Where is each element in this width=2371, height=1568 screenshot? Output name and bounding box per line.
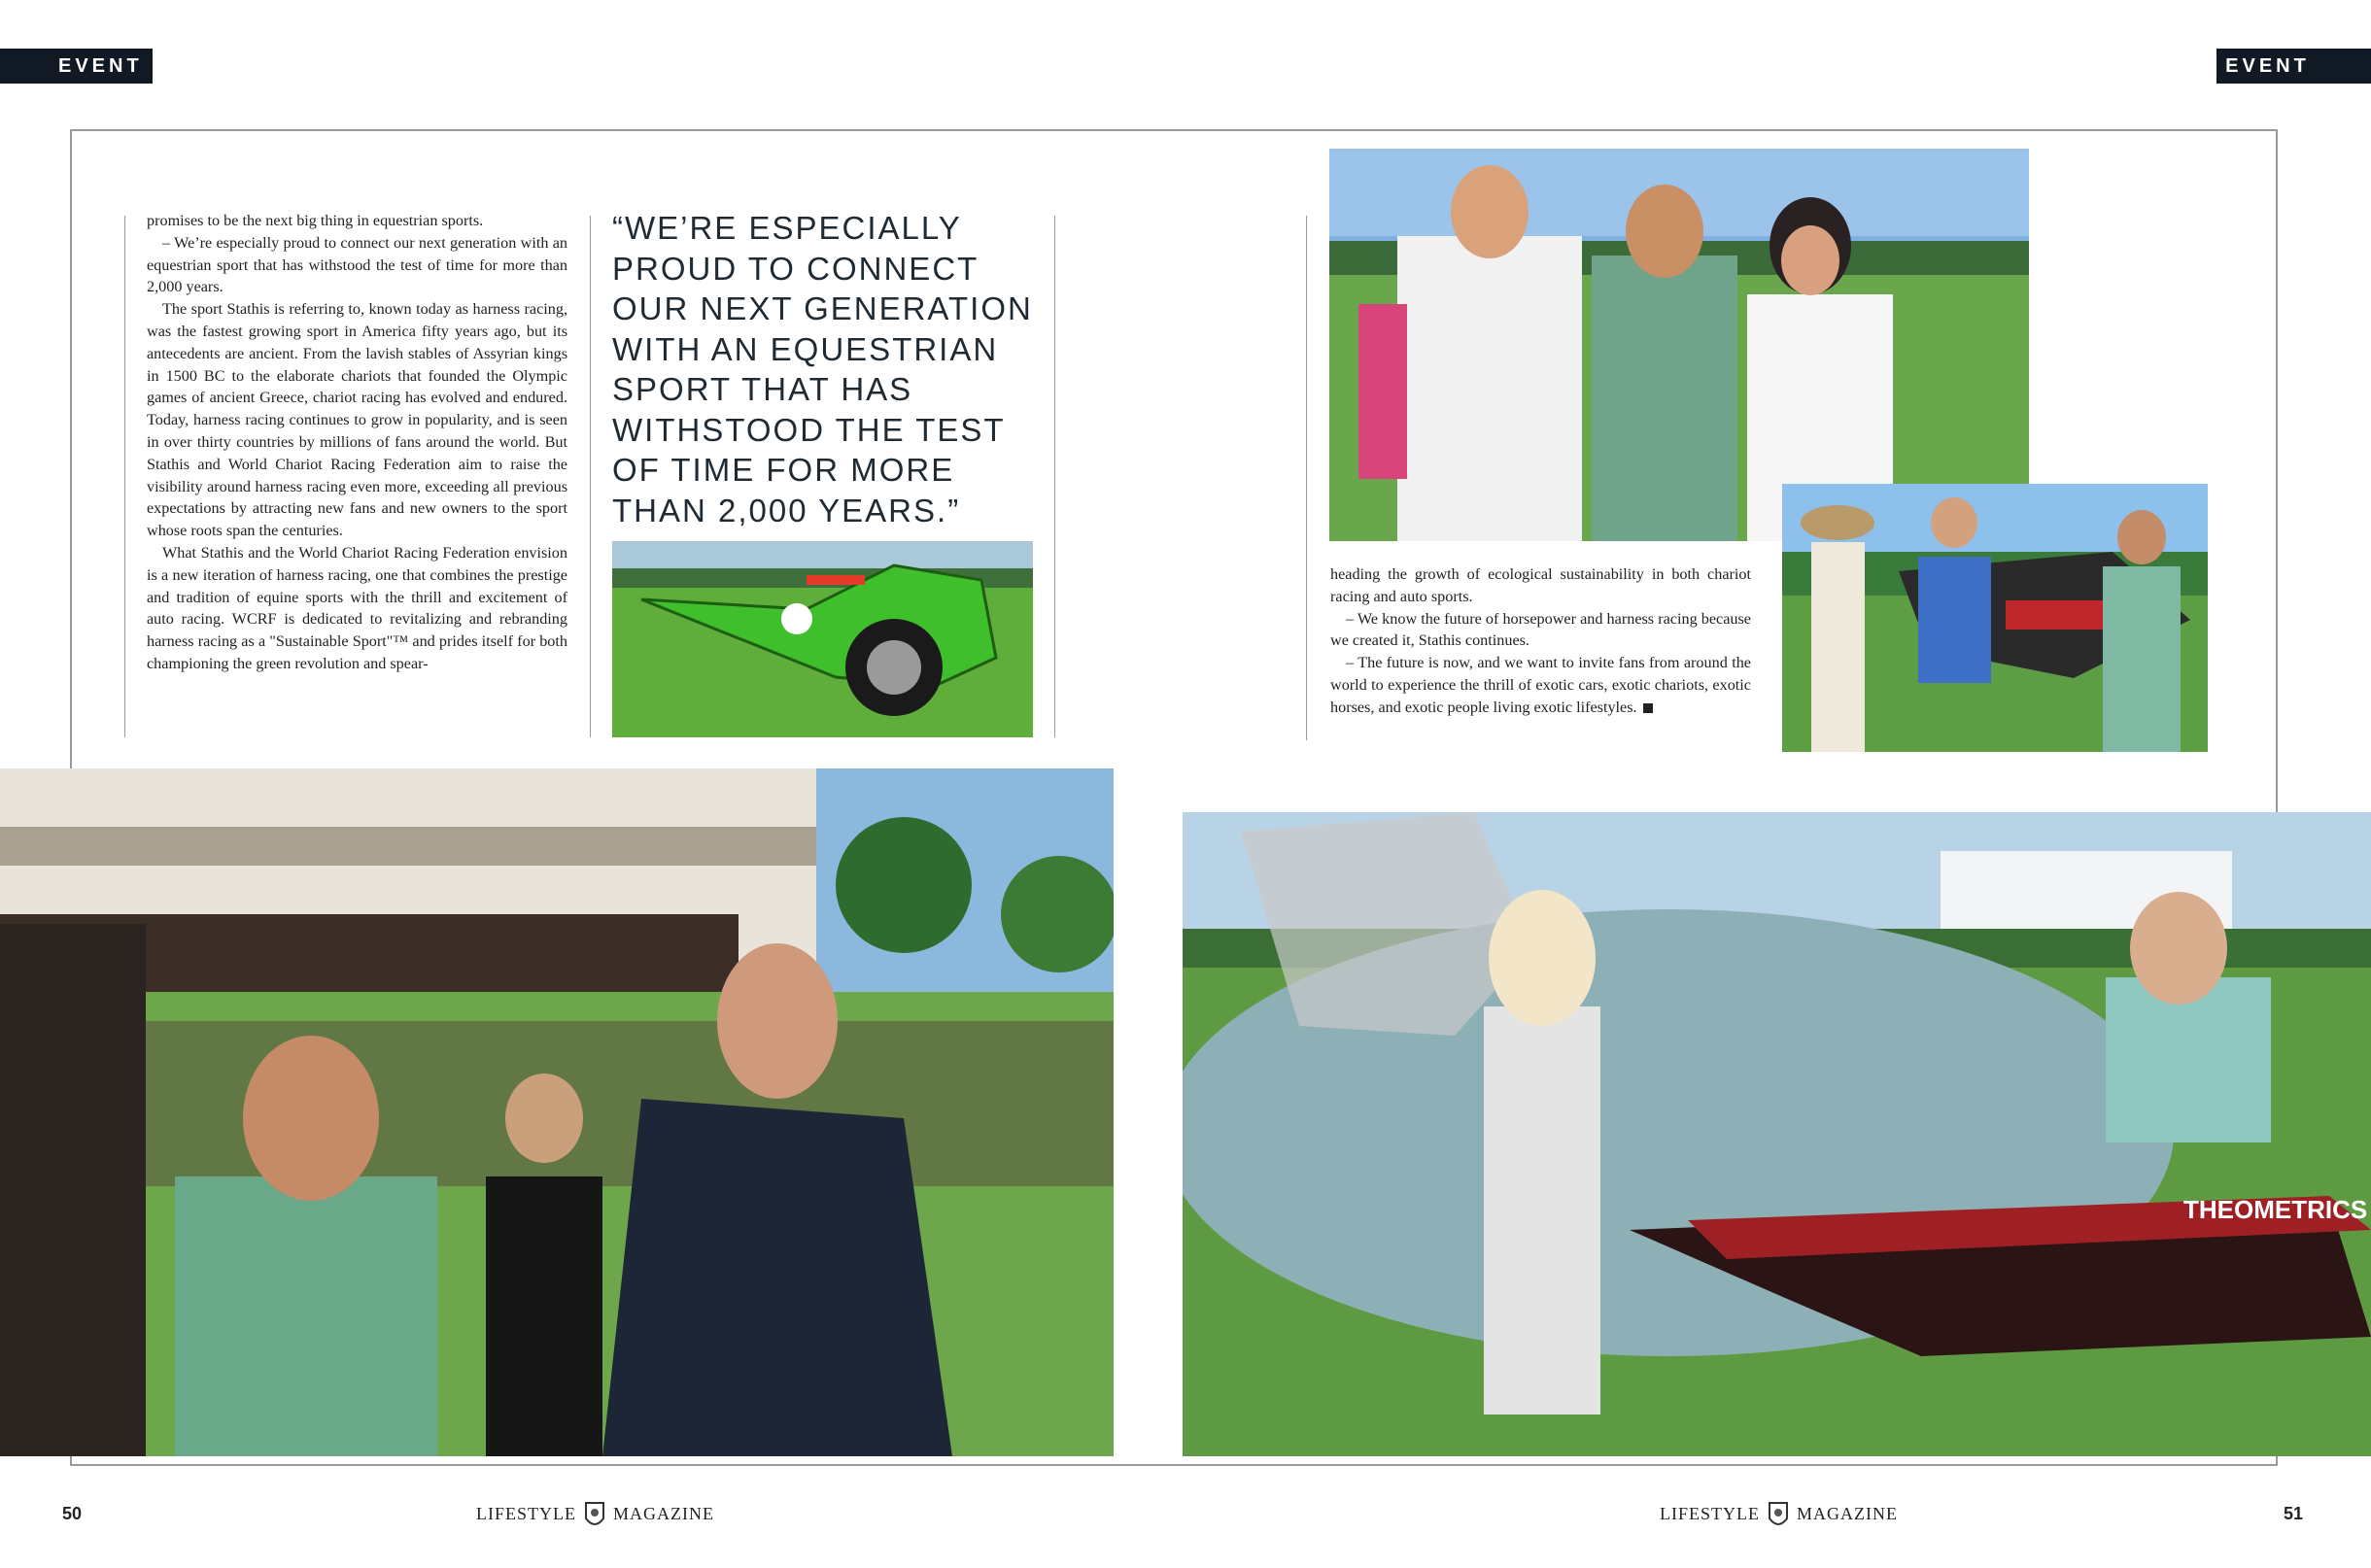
page-number-right: 51 — [2284, 1504, 2304, 1523]
paragraph: The sport Stathis is referring to, known today as harness racing, was the fastest growing sport in America fifty years ago, but its antecedents are ancient. From the lavish stables of Assyrian kings in 1500 BC to the elaborate chariots that founded the Olympic games of ancient Greece, chariot racing has evolved and endured. Today, harness racing continues to grow in popularity, and is seen in over thirty countries by millions of fans around the world. But Stathis and World Chariot Racing Federation aim to raise the visibility around harness racing even more, exceeding all previous expectations by attracting new fans and new owners to the sport whose roots span the centuries. — [147, 300, 567, 540]
section-tag-right-label: EVENT — [2225, 55, 2310, 77]
brand-word: LIFESTYLE — [476, 1504, 576, 1524]
paragraph: heading the growth of ecological sustainability in both chariot racing and auto sports. — [1330, 565, 1751, 605]
paragraph: promises to be the next big thing in equestrian sports. — [147, 212, 484, 229]
page-number-left: 50 — [62, 1504, 83, 1523]
column-rule-2 — [590, 216, 591, 737]
brand-word: MAGAZINE — [1797, 1504, 1898, 1524]
photo-group-three — [1329, 149, 2029, 541]
end-mark-icon — [1643, 703, 1653, 713]
paragraph — [1330, 652, 1751, 718]
pull-quote: “WE’RE ESPECIALLY PROUD TO CONNECT OUR NEXT GENERATION WITH AN EQUESTRIAN SPORT THAT HAS WITHSTOOD THE TEST OF TIME FOR MORE THAN 2,000 YEARS.” — [612, 210, 1033, 528]
brand-word: MAGAZINE — [613, 1504, 714, 1524]
brand-word: LIFESTYLE — [1660, 1504, 1760, 1524]
paragraph: – We know the future of horsepower and harness racing because we created it, Stathis continues. — [1330, 609, 1751, 650]
paragraph: What Stathis and the World Chariot Racing Federation envision is a new iteration of harness racing, one that combines the prestige and tradition of equine sports with the thrill and excitement of auto racing. WCRF is dedicated to revitalizing and rebranding harness racing as a "Sustainable Sport"™ and prides itself for both championing the green revolution and spear- — [147, 543, 567, 672]
column-rule-4 — [1306, 216, 1307, 740]
footer-brand-right — [1660, 1501, 1898, 1530]
section-tag-left: EVENT — [0, 49, 153, 84]
crest-icon — [1768, 1501, 1789, 1530]
chariot-logo-text: THEOMETRICS — [2183, 1195, 2368, 1224]
footer-brand-left — [476, 1501, 714, 1530]
article-column-right — [1330, 563, 1751, 719]
photo-chariot-display — [1782, 484, 2208, 752]
section-tag-right — [2216, 49, 2371, 84]
crest-icon — [584, 1501, 605, 1530]
article-column-left — [147, 210, 567, 675]
photo-chariot-pond — [1183, 812, 2371, 1456]
paragraph: – We’re especially proud to connect our next generation with an equestrian sport that has withstood the test of time for more than 2,000 years. — [147, 233, 567, 296]
photo-green-chariot — [612, 541, 1033, 737]
column-rule-1 — [124, 216, 125, 737]
paragraph-text: – The future is now, and we want to invite fans from around the world to experience the thrill of exotic cars, exotic chariots, exotic horses, and exotic people living exotic lifestyles. — [1330, 654, 1751, 716]
photo-grandstand-crowd — [0, 768, 1114, 1456]
